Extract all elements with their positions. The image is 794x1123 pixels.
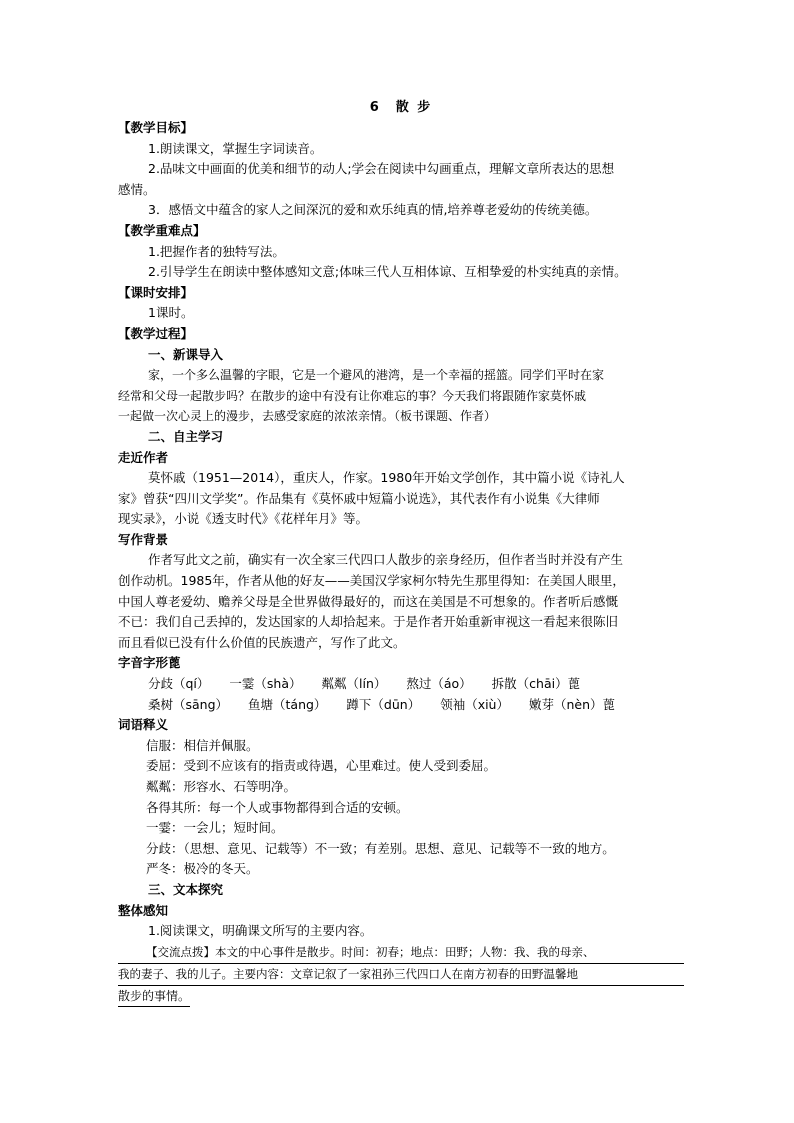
background-heading: 写作背景 — [118, 531, 169, 547]
key-line: 1.把握作者的独特写法。 — [148, 243, 285, 259]
answer-text: 散步的事情。 — [118, 986, 190, 1008]
author-line: 莫怀戚（1951—2014），重庆人，作家。1980年开始文学创作，其中篇小说《诗礼人 — [148, 470, 625, 486]
goal-line: 2.品味文中画面的优美和细节的动人;学会在阅读中勾画重点，理解文章所表达的思想 — [148, 161, 615, 177]
background-line: 而且看似已没有什么价值的民族遗产，写作了此文。 — [118, 634, 406, 650]
time-line: 1课时。 — [148, 305, 194, 321]
goal-line: 3．感悟文中蕴含的家人之间深沉的爱和欢乐纯真的情,培养尊老爱幼的传统美德。 — [148, 202, 598, 218]
char-item: 嫩芽（nèn）蓖 — [528, 696, 616, 712]
background-line: 中国人尊老爱幼、赡养父母是全世界做得最好的，而这在美国是不可想象的。作者听后感慨 — [118, 593, 619, 609]
word-line: 分歧：（思想、意见、记载等）不一致；有差别。思想、意见、记载等不一致的地方。 — [146, 840, 615, 856]
background-line: 作者写此文之前，确实有一次全家三代四口人散步的亲身经历，但作者当时并没有产生 — [148, 552, 624, 568]
char-item: 鱼塘（táng） — [248, 696, 327, 712]
char-item: 桑树（sāng） — [148, 696, 229, 712]
goal-line: 感情。 — [118, 181, 156, 197]
char-item: 粼粼（lín） — [321, 676, 387, 692]
key-line: 2.引导学生在朗读中整体感知文意;体味三代人互相体谅、互相挚爱的朴实纯真的亲情。 — [148, 264, 627, 280]
chars-row — [118, 674, 684, 695]
process-heading: 【教学过程】 — [118, 325, 194, 341]
word-line: 严冬：极冷的冬天。 — [146, 861, 259, 877]
chars-heading: 字音字形蓖 — [118, 655, 181, 671]
char-item: 领袖（xiù） — [440, 696, 509, 712]
overall-heading: 整体感知 — [118, 902, 169, 918]
word-line: 粼粼：形容水、石等明净。 — [146, 779, 297, 794]
background-line: 不已：我们自己丢掉的，发达国家的人却拾起来。于是作者开始重新审视这一看起来很陈旧 — [118, 614, 619, 630]
key-heading: 【教学重难点】 — [118, 222, 206, 238]
lesson-title: 6 散 步 — [369, 100, 433, 115]
part1-heading: 一、新课导入 — [148, 346, 224, 362]
background-line: 创作动机。1985年，作者从他的好友——美国汉学家柯尔特先生那里得知：在美国人眼里， — [118, 573, 625, 589]
char-item: 拆散（chāi）蓖 — [491, 676, 581, 692]
word-line: 信服：相信并佩服。 — [146, 737, 259, 753]
chars-row — [118, 695, 684, 716]
goal-line: 1.朗读课文，掌握生字词读音。 — [148, 140, 323, 156]
char-item: 分歧（qí） — [148, 676, 210, 692]
char-item: 蹲下（dūn） — [346, 696, 421, 712]
answer-line-last — [118, 986, 684, 1008]
time-heading: 【课时安排】 — [118, 284, 194, 300]
intro-line: 一起做一次心灵上的漫步，去感受家庭的浓浓亲情。（板书课题、作者） — [118, 409, 497, 424]
question-line: 1.阅读课文，明确课文所写的主要内容。 — [148, 923, 373, 939]
word-line: 一霎：一会儿；短时间。 — [146, 820, 284, 836]
answer-line: 【交流点拨】本文的中心事件是散步。时间：初春；地点：田野；人物：我、我的母亲、 — [118, 942, 684, 964]
author-line: 现实录》，小说《透支时代》《花样年月》等。 — [118, 511, 369, 527]
answer-line: 我的妻子、我的儿子。主要内容：文章记叙了一家祖孙三代四口人在南方初春的田野温馨地 — [118, 964, 684, 986]
document-page — [118, 98, 684, 1007]
author-line: 家》曾获“四川文学奖”。作品集有《莫怀戚中短篇小说选》，其代表作有小说集《大律师 — [118, 490, 600, 506]
intro-line: 家，一个多么温馨的字眼，它是一个避风的港湾，是一个幸福的摇篮。同学们平时在家 — [148, 368, 605, 383]
char-item: 一霎（shà） — [229, 676, 302, 692]
author-heading: 走近作者 — [118, 449, 169, 465]
goals-heading: 【教学目标】 — [118, 120, 194, 135]
word-line: 各得其所：每一个人或事物都得到合适的安顿。 — [146, 799, 409, 815]
word-line: 委屈：受到不应该有的指责或待遇，心里难过。使人受到委屈。 — [146, 758, 497, 774]
part3-heading: 三、文本探究 — [148, 881, 224, 897]
part2-heading: 二、自主学习 — [148, 428, 224, 444]
intro-line: 经常和父母一起散步吗？在散步的途中有没有让你难忘的事？今天我们将跟随作家莫怀戚 — [118, 388, 587, 403]
char-item: 熬过（áo） — [406, 676, 472, 692]
words-heading: 词语释义 — [118, 717, 169, 733]
